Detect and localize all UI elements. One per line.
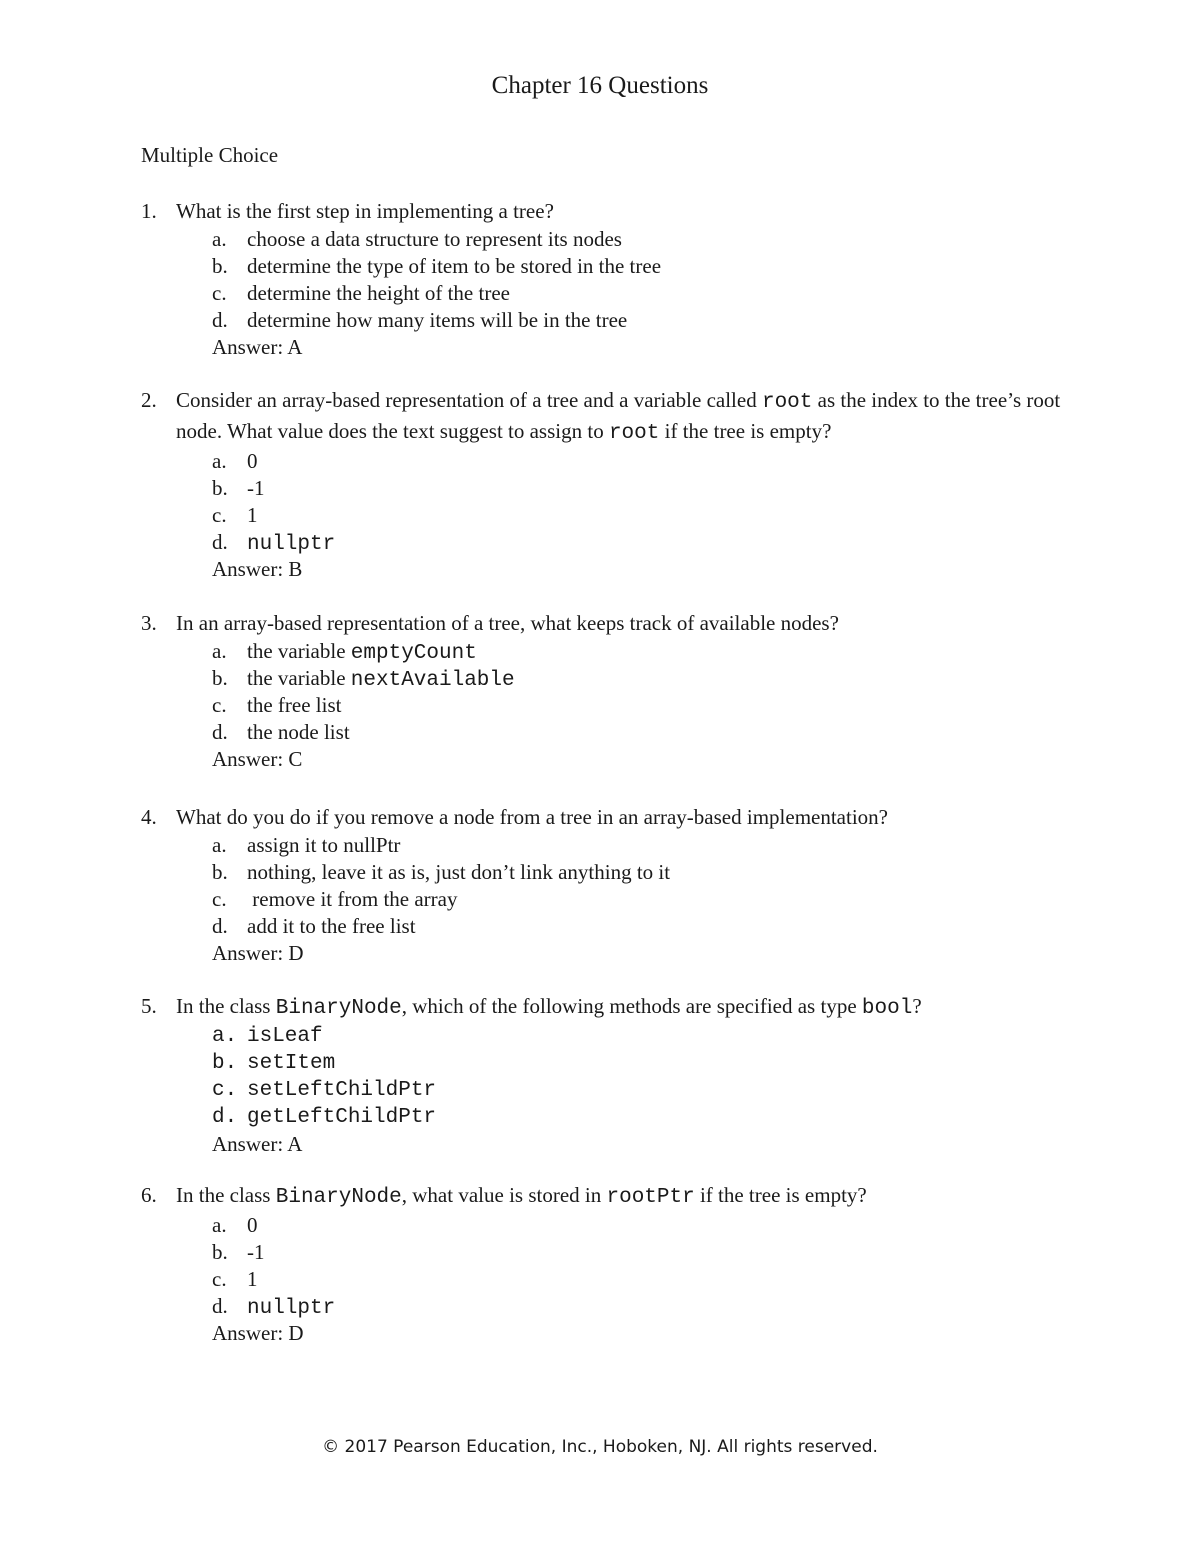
option-letter: d. <box>212 308 228 332</box>
question-4 <box>141 803 1081 967</box>
answer: Answer: C <box>212 747 303 771</box>
question-text: ? <box>912 994 922 1018</box>
option-d <box>212 1293 1081 1320</box>
option-c <box>212 1266 1081 1293</box>
question-text: In the class <box>176 1183 276 1207</box>
option-letter: d. <box>212 1106 238 1129</box>
option-letter: a. <box>212 1025 238 1048</box>
option-letter: b. <box>212 476 228 500</box>
option-d <box>212 307 1081 334</box>
question-number: 5. <box>141 994 157 1018</box>
option-letter: b. <box>212 254 228 278</box>
option-d <box>212 913 1081 940</box>
option-letter: d. <box>212 914 228 938</box>
question-text: What is the first step in implementing a tree? <box>176 199 554 223</box>
option-text: determine the height of the tree <box>247 281 510 305</box>
question-text: What do you do if you remove a node from a tree in an array-based implementation? <box>176 805 888 829</box>
section-heading: Multiple Choice <box>141 143 279 167</box>
code-root: root <box>608 422 660 445</box>
option-text: nullptr <box>247 1297 336 1320</box>
question-text: , what value is stored in <box>401 1183 607 1207</box>
option-text: the free list <box>247 693 342 717</box>
option-letter: b. <box>212 860 228 884</box>
option-letter: a. <box>212 227 227 251</box>
option-b <box>212 665 1081 692</box>
option-d <box>212 529 1081 556</box>
option-a <box>212 638 1081 665</box>
option-letter: a. <box>212 833 227 857</box>
option-b <box>212 1239 1081 1266</box>
code-bool: bool <box>861 997 913 1020</box>
option-a <box>212 1023 1081 1050</box>
option-text: nullptr <box>247 533 336 556</box>
option-letter: d. <box>212 720 228 744</box>
option-text: add it to the free list <box>247 914 416 938</box>
option-a <box>212 832 1081 859</box>
option-text: the variable <box>247 639 351 663</box>
question-number: 1. <box>141 199 157 223</box>
answer: Answer: D <box>212 1321 304 1345</box>
question-5 <box>141 992 1081 1158</box>
option-text: -1 <box>247 1240 265 1264</box>
option-letter: c. <box>212 693 227 717</box>
option-text: setLeftChildPtr <box>247 1079 437 1102</box>
answer: Answer: D <box>212 941 304 965</box>
option-text: 0 <box>247 449 258 473</box>
code-emptycount: emptyCount <box>350 642 477 665</box>
option-letter: c. <box>212 503 227 527</box>
code-nextavailable: nextAvailable <box>350 669 515 692</box>
question-number: 3. <box>141 611 157 635</box>
question-number: 4. <box>141 805 157 829</box>
question-3 <box>141 609 1081 773</box>
question-text: if the tree is empty? <box>694 1183 867 1207</box>
option-a <box>212 226 1081 253</box>
answer: Answer: B <box>212 557 303 581</box>
option-text: remove it from the array <box>247 887 458 911</box>
question-6 <box>141 1181 1081 1347</box>
option-text: nothing, leave it as is, just don’t link anything to it <box>247 860 671 884</box>
question-text: In the class <box>176 994 276 1018</box>
option-c <box>212 280 1081 307</box>
option-letter: b. <box>212 1240 228 1264</box>
question-text: In an array-based representation of a tree, what keeps track of available nodes? <box>176 611 839 635</box>
option-letter: b. <box>212 1052 238 1075</box>
answer: Answer: A <box>212 1132 303 1156</box>
option-letter: d. <box>212 1294 228 1318</box>
code-binarynode: BinaryNode <box>275 997 402 1020</box>
option-c <box>212 692 1081 719</box>
question-text: as the index to the tree’s root node. What value does the text suggest to assign to <box>176 388 1061 443</box>
option-c <box>212 502 1081 529</box>
option-d <box>212 1104 1081 1131</box>
option-text: determine the type of item to be stored in the tree <box>247 254 662 278</box>
option-text: assign it to nullPtr <box>247 833 401 857</box>
option-text: -1 <box>247 476 265 500</box>
question-2 <box>141 386 1081 583</box>
question-number: 6. <box>141 1183 157 1207</box>
option-text: choose a data structure to represent its nodes <box>247 227 622 251</box>
copyright-footer: © 2017 Pearson Education, Inc., Hoboken, NJ. All rights reserved. <box>322 1437 878 1457</box>
option-text: 1 <box>247 503 258 527</box>
option-letter: c. <box>212 281 227 305</box>
option-letter: c. <box>212 887 227 911</box>
option-b <box>212 1050 1081 1077</box>
code-binarynode: BinaryNode <box>275 1186 402 1209</box>
option-a <box>212 448 1081 475</box>
question-number: 2. <box>141 388 157 412</box>
question-text: if the tree is empty? <box>659 419 832 443</box>
option-text: the node list <box>247 720 350 744</box>
option-c <box>212 886 1081 913</box>
code-rootptr: rootPtr <box>606 1186 695 1209</box>
option-letter: a. <box>212 639 227 663</box>
answer: Answer: A <box>212 335 303 359</box>
option-text: getLeftChildPtr <box>247 1106 437 1129</box>
option-letter: c. <box>212 1079 238 1102</box>
page-title: Chapter 16 Questions <box>491 72 709 99</box>
option-letter: a. <box>212 1213 227 1237</box>
option-letter: d. <box>212 530 228 554</box>
option-text: determine how many items will be in the tree <box>247 308 628 332</box>
option-text: setItem <box>247 1052 336 1075</box>
option-letter: b. <box>212 666 228 690</box>
option-b <box>212 859 1081 886</box>
question-1 <box>141 197 1081 361</box>
option-text: isLeaf <box>247 1025 323 1048</box>
code-root: root <box>761 391 813 414</box>
option-b <box>212 253 1081 280</box>
option-a <box>212 1212 1081 1239</box>
option-text: 0 <box>247 1213 258 1237</box>
option-letter: c. <box>212 1267 227 1291</box>
option-c <box>212 1077 1081 1104</box>
option-b <box>212 475 1081 502</box>
option-d <box>212 719 1081 746</box>
option-letter: a. <box>212 449 227 473</box>
question-text: Consider an array-based representation of a tree and a variable called <box>176 388 762 412</box>
option-text: the variable <box>247 666 351 690</box>
question-text: , which of the following methods are specified as type <box>401 994 862 1018</box>
option-text: 1 <box>247 1267 258 1291</box>
